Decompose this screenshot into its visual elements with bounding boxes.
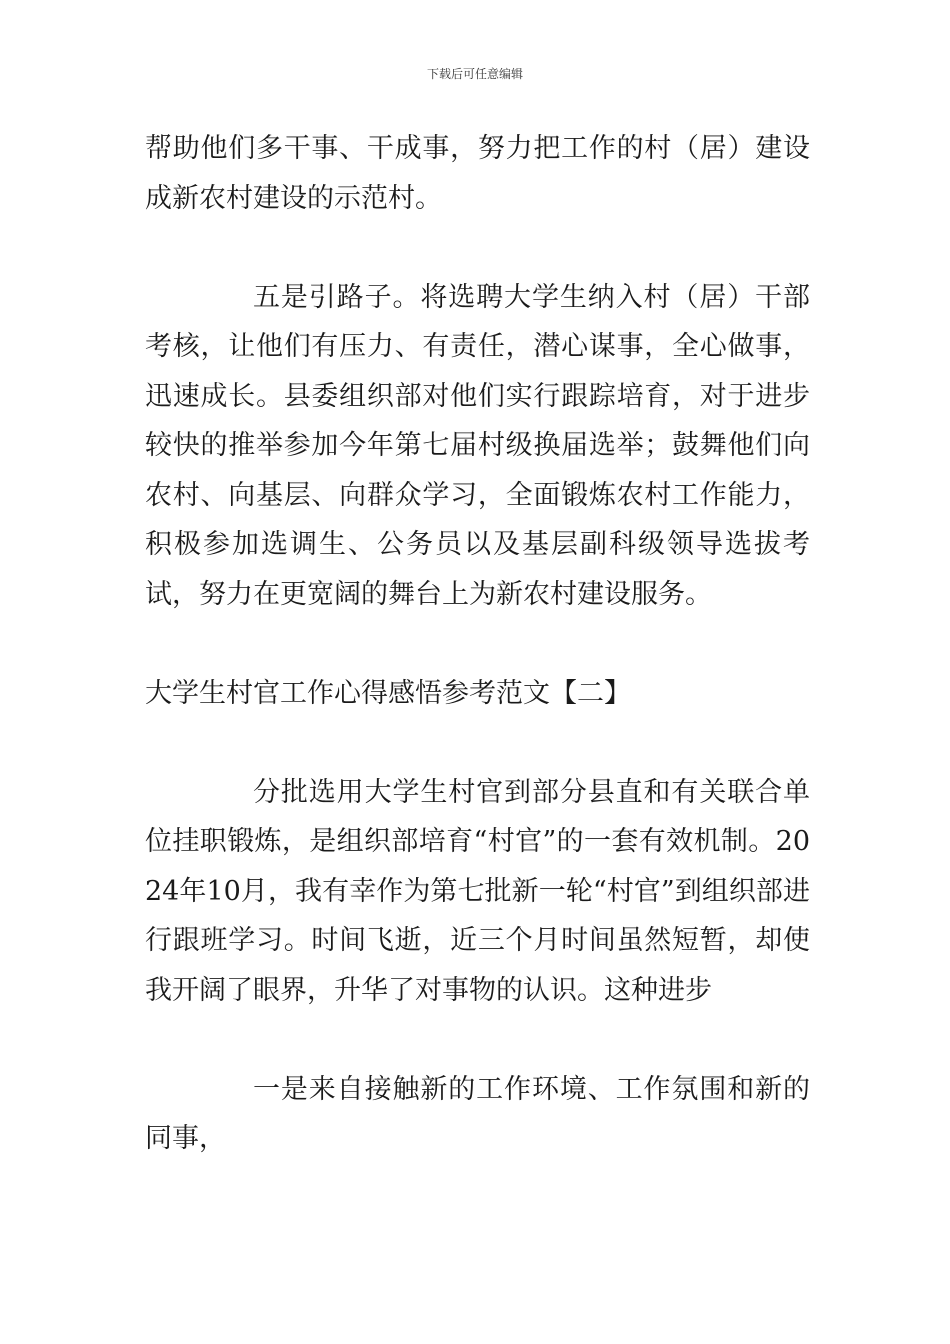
- paragraph-2: 五是引路子。将选聘大学生纳入村（居）干部考核，让他们有压力、有责任，潜心谋事，全心做事，迅速成长。县委组织部对他们实行跟踪培育，对于进步较快的推举参加今年第七届村级换届选举；鼓舞他们向农村、向基层、向群众学习，全面锻炼农村工作能力，积极参加选调生、公务员以及基层副科级领导选拔考试，努力在更宽阔的舞台上为新农村建设服务。: [145, 281, 810, 610]
- paragraph-gap: [145, 619, 810, 669]
- paragraph-1: 帮助他们多干事、干成事，努力把工作的村（居）建设成新农村建设的示范村。: [145, 133, 810, 214]
- paragraph-gap: [145, 718, 810, 768]
- page-header: 下载后可任意编辑: [426, 67, 523, 81]
- paragraph-gap: [145, 1015, 810, 1065]
- document-body: [145, 124, 810, 1164]
- paragraph-3: 分批选用大学生村官到部分县直和有关联合单位挂职锻炼，是组织部培育“村官”的一套有效机制。2024年10月，我有幸作为第七批新一轮“村官”到组织部进行跟班学习。时间飞逝，近三个月时间虽然短暂，却使我开阔了眼界，升华了对事物的认识。这种进步: [145, 776, 810, 1006]
- paragraph-4: 一是来自接触新的工作环境、工作氛围和新的同事，: [145, 1073, 810, 1154]
- paragraph-gap: [145, 223, 810, 273]
- section-heading: 大学生村官工作心得感悟参考范文【二】: [145, 677, 631, 709]
